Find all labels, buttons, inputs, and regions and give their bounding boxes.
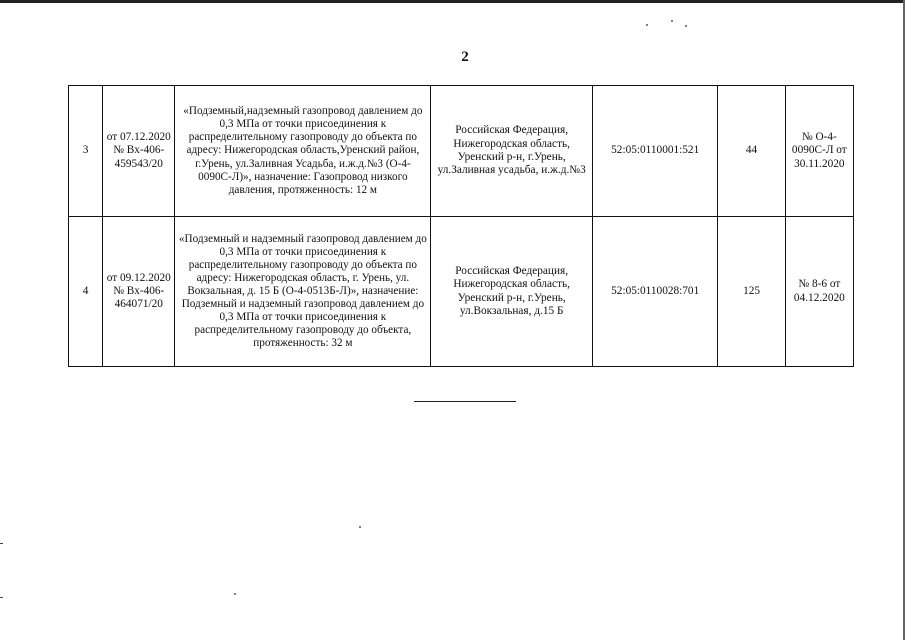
scan-speck	[646, 24, 648, 26]
table-row	[69, 217, 854, 367]
object-address: Российская Федерация, Нижегородская область, Уренский р-н, г.Урень, ул.Вокзальная, д.15 Б	[431, 217, 593, 367]
permit-info: № 8-6 от 04.12.2020	[785, 217, 853, 367]
request-info: от 07.12.2020 № Вх-406-459543/20	[103, 86, 175, 217]
cadastral-number: 52:05:0110001:521	[592, 86, 717, 217]
top-scan-border	[0, 0, 905, 3]
registry-table	[68, 85, 854, 367]
request-info: от 09.12.2020 № Вх-406-464071/20	[103, 217, 175, 367]
end-of-document-rule	[414, 401, 516, 402]
scan-speck	[359, 526, 361, 528]
scan-speck	[685, 25, 687, 27]
object-description: «Подземный и надземный газопровод давлением до 0,3 МПа от точки присоединения к распределительному газопроводу до объекта по адресу: Нижегородская область, г. Урень, ул. Вокзальная, д. 15 Б (О-4-0513Б-Л)», назначение: Подземный и надземный газопровод давлением до 0,3 МПа от точки присоединения к распределительному газопроводу до объекта, протяженность: 32 м	[175, 217, 431, 367]
row-number: 3	[69, 86, 103, 217]
table-row	[69, 86, 854, 217]
cadastral-number: 52:05:0110028:701	[592, 217, 717, 367]
scan-speck	[671, 20, 673, 22]
object-address: Российская Федерация, Нижегородская область, Уренский р-н, г.Урень, ул.Заливная усадьба, и.ж.д.№3	[431, 86, 593, 217]
length-value: 44	[718, 86, 785, 217]
page-number: 2	[461, 49, 469, 65]
scan-margin-mark	[0, 597, 3, 598]
scan-speck	[234, 593, 236, 595]
permit-info: № О-4-0090С-Л от 30.11.2020	[785, 86, 853, 217]
scan-margin-mark	[0, 543, 3, 544]
row-number: 4	[69, 217, 103, 367]
object-description: «Подземный,надземный газопровод давлением до 0,3 МПа от точки присоединения к распределительному газопроводу до объекта по адресу: Нижегородская область,Уренский район, г.Урень, ул.Заливная Усадьба, и.ж.д.№3 (О-4-0090С-Л)», назначение: Газопровод низкого давления, протяженность: 12 м	[175, 86, 431, 217]
length-value: 125	[718, 217, 785, 367]
